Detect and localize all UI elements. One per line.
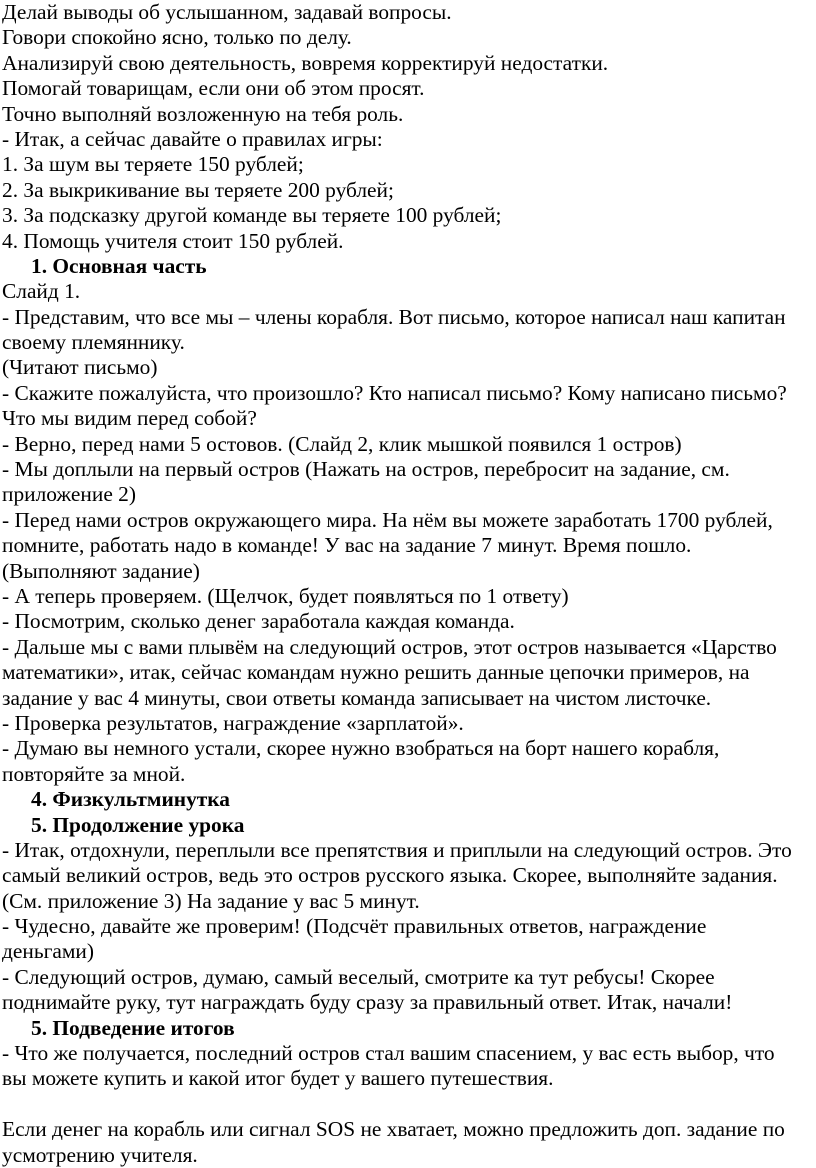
text-line: 3. За подсказку другой команде вы теряете 100 рублей; [2, 203, 502, 228]
text-line: Слайд 1. [2, 279, 81, 304]
text-line: поднимайте руку, тут награждать буду сразу за правильный ответ. Итак, начали! [2, 990, 733, 1015]
section-heading: 5. Подведение итогов [31, 1015, 235, 1040]
section-heading: 4. Физкультминутка [31, 787, 230, 812]
text-line: Точно выполняй возложенную на тебя роль. [2, 101, 404, 126]
text-line: - Проверка результатов, награждение «зарплатой». [2, 710, 464, 735]
text-line: 4. Помощь учителя стоит 150 рублей. [2, 228, 344, 253]
text-line: Если денег на корабль или сигнал SOS не хватает, можно предложить доп. задание по [2, 1117, 785, 1142]
text-line: - Думаю вы немного устали, скорее нужно взобраться на борт нашего корабля, [2, 736, 720, 761]
text-line: вы можете купить и какой итог будет у вашего путешествия. [2, 1066, 554, 1091]
text-line: деньгами) [2, 939, 94, 964]
text-line: (См. приложение 3) На задание у вас 5 минут. [2, 888, 420, 913]
section-heading: 1. Основная часть [31, 253, 207, 278]
text-line: - Посмотрим, сколько денег заработала каждая команда. [2, 609, 515, 634]
blank-line [2, 1092, 816, 1117]
text-line: математики», итак, сейчас командам нужно решить данные цепочки примеров, на [2, 660, 750, 685]
text-line: помните, работать надо в команде! У вас на задание 7 минут. Время пошло. [2, 533, 692, 558]
text-line: 2. За выкрикивание вы теряете 200 рублей; [2, 177, 394, 202]
text-line: - Мы доплыли на первый остров (Нажать на остров, перебросит на задание, см. [2, 457, 730, 482]
text-line: - Дальше мы с вами плывём на следующий остров, этот остров называется «Царство [2, 634, 777, 659]
text-line: - Перед нами остров окружающего мира. На нём вы можете заработать 1700 рублей, [2, 507, 773, 532]
text-line: Что мы видим перед собой? [2, 406, 257, 431]
text-line: задание у вас 4 минуты, свои ответы команда записывает на чистом листочке. [2, 685, 712, 710]
text-line: приложение 2) [2, 482, 136, 507]
text-line: - Скажите пожалуйста, что произошло? Кто написал письмо? Кому написано письмо? [2, 380, 787, 405]
text-line: Анализируй свою деятельность, вовремя корректируй недостатки. [2, 50, 609, 75]
text-line: самый великий остров, ведь это остров русского языка. Скорее, выполняйте задания. [2, 863, 778, 888]
text-line: 1. За шум вы теряете 150 рублей; [2, 152, 304, 177]
text-line: (Выполняют задание) [2, 558, 200, 583]
text-line: - Представим, что все мы – члены корабля. Вот письмо, которое написал наш капитан [2, 304, 786, 329]
text-line: Помогай товарищам, если они об этом просят. [2, 76, 425, 101]
section-heading: 5. Продолжение урока [31, 812, 245, 837]
text-line: своему племяннику. [2, 330, 185, 355]
text-line: Говори спокойно ясно, только по делу. [2, 25, 352, 50]
text-line: (Читают письмо) [2, 355, 158, 380]
text-line: - Следующий остров, думаю, самый веселый, смотрите ка тут ребусы! Скорее [2, 964, 715, 989]
text-line: - Чудесно, давайте же проверим! (Подсчёт правильных ответов, награждение [2, 914, 707, 939]
text-line: - Что же получается, последний остров стал вашим спасением, у вас есть выбор, что [2, 1041, 775, 1066]
text-line: Делай выводы об услышанном, задавай вопросы. [2, 0, 452, 24]
text-line: - Итак, а сейчас давайте о правилах игры: [2, 126, 383, 151]
text-line: - Итак, отдохнули, переплыли все препятствия и приплыли на следующий остров. Это [2, 837, 792, 862]
text-line: - А теперь проверяем. (Щелчок, будет появляться по 1 ответу) [2, 583, 569, 608]
text-line: усмотрению учителя. [2, 1142, 198, 1167]
text-line: - Верно, перед нами 5 остовов. (Слайд 2, клик мышкой появился 1 остров) [2, 431, 682, 456]
text-line: повторяйте за мной. [2, 761, 186, 786]
